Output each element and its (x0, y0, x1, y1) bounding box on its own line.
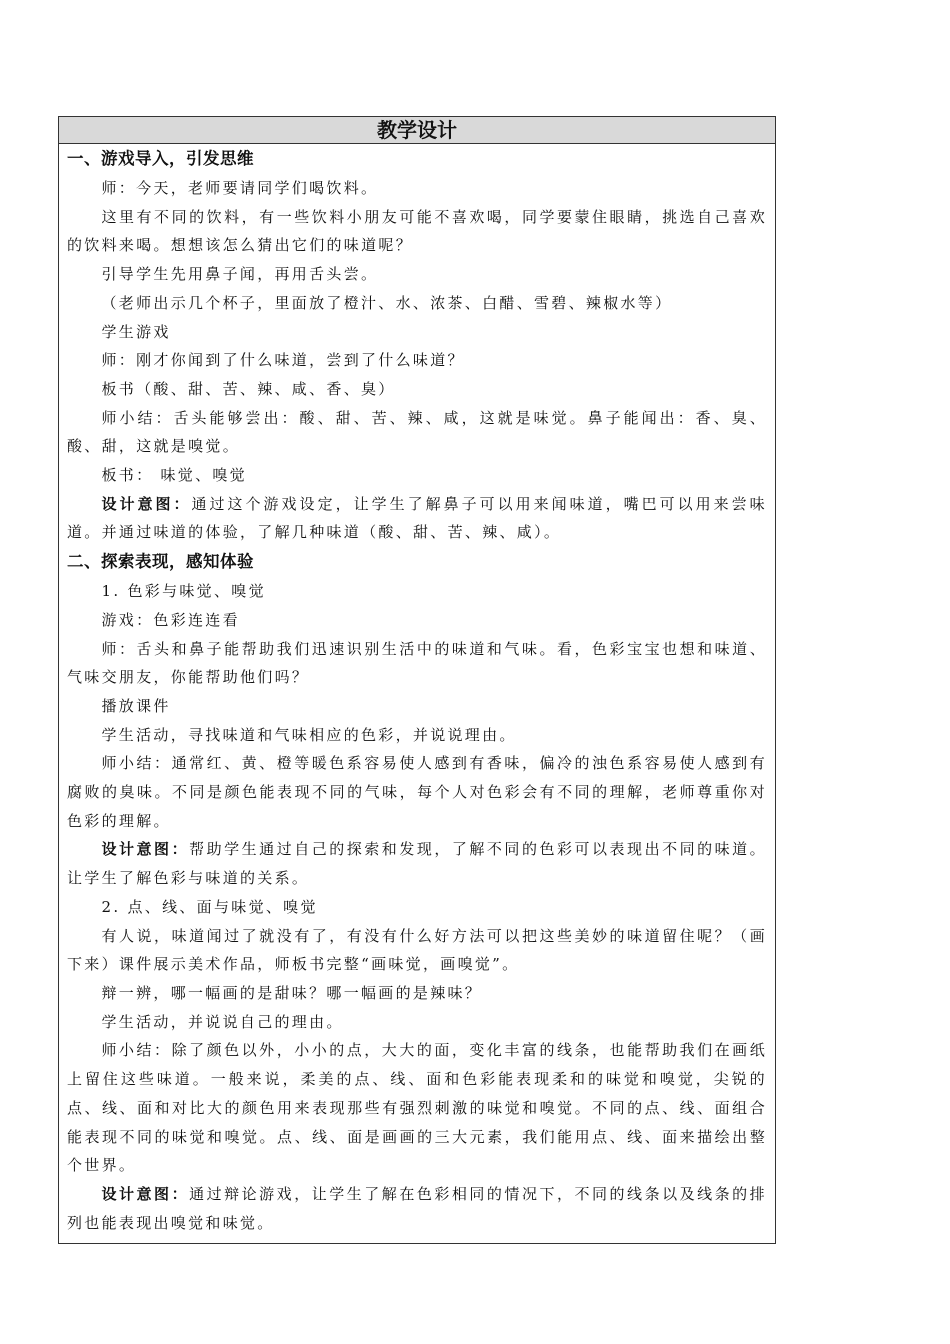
paragraph: （老师出示几个杯子，里面放了橙汁、水、浓茶、白醋、雪碧、辣椒水等） (101, 293, 673, 312)
paragraph: 播放课件 (101, 696, 171, 715)
lesson-design-table (58, 116, 776, 1244)
intent-label: 设计意图： (101, 840, 190, 859)
paragraph: 1. 色彩与味觉、嗅觉 (101, 582, 266, 601)
intent-text: 帮助学生通过自己的探索和发现，了解不同的色彩可以表现出不同的味道。让学生了解色彩与味道的关系。 (67, 840, 767, 888)
paragraph: 有人说，味道闻过了就没有了，有没有什么好方法可以把这些美妙的味道留住呢？（画下来）课件展示美术作品，师板书完整“画味觉，画嗅觉”。 (67, 926, 767, 974)
paragraph: 游戏：色彩连连看 (101, 610, 240, 629)
paragraph: 学生活动，并说说自己的理由。 (101, 1012, 344, 1031)
paragraph: 师：今天，老师要请同学们喝饮料。 (101, 179, 379, 197)
paragraph: 师小结：舌头能够尝出：酸、甜、苦、辣、咸，这就是味觉。鼻子能闻出：香、臭、酸、甜，这就是嗅觉。 (67, 408, 767, 456)
paragraph: 这里有不同的饮料，有一些饮料小朋友可能不喜欢喝，同学要蒙住眼睛，挑选自己喜欢的饮料来喝。想想该怎么猜出它们的味道呢？ (67, 207, 767, 255)
intent-label: 设计意图： (101, 494, 192, 513)
paragraph: 学生游戏 (101, 322, 171, 341)
paragraph: 师：刚才你闻到了什么味道，尝到了什么味道？ (101, 351, 465, 370)
table-title: 教学设计 (59, 117, 775, 144)
design-intent (67, 490, 767, 547)
section-heading: 二、探索表现，感知体验 (67, 552, 254, 572)
intent-label: 设计意图： (101, 1184, 190, 1203)
paragraph: 板书： 味觉、嗅觉 (101, 466, 247, 485)
intent-text: 通过这个游戏设定，让学生了解鼻子可以用来闻味道，嘴巴可以用来尝味道。并通过味道的体验，了解几种味道（酸、甜、苦、辣、咸）。 (67, 494, 767, 542)
paragraph: 引导学生先用鼻子闻，再用舌头尝。 (101, 265, 379, 284)
paragraph: 辩一辨，哪一幅画的是甜味？哪一幅画的是辣味？ (101, 983, 483, 1002)
paragraph: 师：舌头和鼻子能帮助我们迅速识别生活中的味道和气味。看，色彩宝宝也想和味道、气味交朋友，你能帮助他们吗？ (67, 639, 767, 687)
paragraph: 师小结：除了颜色以外，小小的点，大大的面，变化丰富的线条，也能帮助我们在画纸上留住这些味道。一般来说，柔美的点、线、面和色彩能表现柔和的味觉和嗅觉，尖锐的点、线、面和对比大的颜色用来表现那些有强烈刺激的味觉和嗅觉。不同的点、线、面组合能表现不同的味觉和嗅觉。点、线、面是画画的三大元素，我们能用点、线、面来描绘出整个世界。 (67, 1041, 767, 1175)
intent-text: 通过辩论游戏，让学生了解在色彩相同的情况下，不同的线条以及线条的排列也能表现出嗅觉和味觉。 (67, 1184, 767, 1232)
table-body (59, 144, 775, 1243)
paragraph: 学生活动，寻找味道和气味相应的色彩，并说说理由。 (101, 725, 517, 744)
paragraph: 2. 点、线、面与味觉、嗅觉 (101, 897, 318, 916)
paragraph: 师小结：通常红、黄、橙等暖色系容易使人感到有香味，偏冷的浊色系容易使人感到有腐败的臭味。不同是颜色能表现不同的气味，每个人对色彩会有不同的理解，老师尊重你对色彩的理解。 (67, 754, 767, 830)
design-intent (67, 835, 767, 892)
design-intent (67, 1180, 767, 1237)
paragraph: 板书（酸、甜、苦、辣、咸、香、臭） (101, 379, 396, 398)
section-heading: 一、游戏导入，引发思维 (67, 149, 254, 168)
